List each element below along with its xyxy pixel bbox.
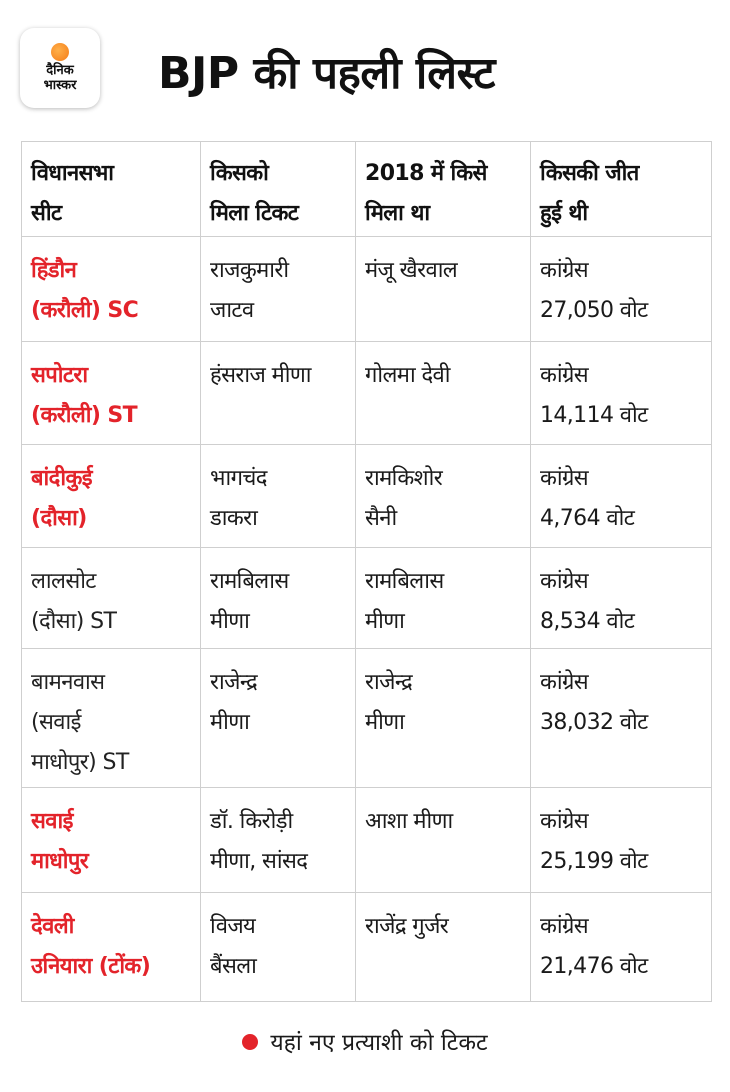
winner-cell: कांग्रेस 8,534 वोट [531, 548, 712, 649]
previous-cell: मंजू खैरवाल [356, 237, 531, 342]
red-dot-icon [242, 1034, 258, 1050]
seat-cell: बामनवास (सवाई माधोपुर) ST [22, 649, 201, 788]
header-ticket: किसको मिला टिकट [201, 142, 356, 237]
page-title: BJP की पहली लिस्ट [158, 48, 495, 99]
header-previous: 2018 में किसे मिला था [356, 142, 531, 237]
table-row [22, 237, 712, 342]
winner-cell: कांग्रेस 25,199 वोट [531, 788, 712, 893]
ticket-cell: विजय बैंसला [201, 893, 356, 1002]
seat-cell: बांदीकुई (दौसा) [22, 445, 201, 548]
table-row [22, 788, 712, 893]
seat-cell: सवाई माधोपुर [22, 788, 201, 893]
ticket-cell: राजकुमारी जाटव [201, 237, 356, 342]
previous-cell: रामकिशोर सैनी [356, 445, 531, 548]
winner-cell: कांग्रेस 21,476 वोट [531, 893, 712, 1002]
ticket-cell: डॉ. किरोड़ी मीणा, सांसद [201, 788, 356, 893]
ticket-cell: राजेन्द्र मीणा [201, 649, 356, 788]
table-row [22, 342, 712, 445]
table-row [22, 548, 712, 649]
previous-cell: राजेंद्र गुर्जर [356, 893, 531, 1002]
previous-cell: राजेन्द्र मीणा [356, 649, 531, 788]
previous-cell: रामबिलास मीणा [356, 548, 531, 649]
table-row [22, 445, 712, 548]
dainik-bhaskar-logo [20, 28, 100, 108]
seat-cell: हिंडौन (करौली) SC [22, 237, 201, 342]
header-winner: किसकी जीत हुई थी [531, 142, 712, 237]
winner-cell: कांग्रेस 38,032 वोट [531, 649, 712, 788]
logo-text-line1: दैनिक [46, 63, 74, 78]
legend-text: यहां नए प्रत्याशी को टिकट [270, 1030, 488, 1056]
seat-cell: सपोटरा (करौली) ST [22, 342, 201, 445]
winner-cell: कांग्रेस 4,764 वोट [531, 445, 712, 548]
table-row [22, 649, 712, 788]
ticket-cell: भागचंद डाकरा [201, 445, 356, 548]
previous-cell: गोलमा देवी [356, 342, 531, 445]
seat-cell: लालसोट (दौसा) ST [22, 548, 201, 649]
winner-cell: कांग्रेस 14,114 वोट [531, 342, 712, 445]
ticket-cell: हंसराज मीणा [201, 342, 356, 445]
table-header-row [22, 142, 712, 237]
ticket-cell: रामबिलास मीणा [201, 548, 356, 649]
candidate-table [21, 141, 712, 1002]
header-seat: विधानसभा सीट [22, 142, 201, 237]
previous-cell: आशा मीणा [356, 788, 531, 893]
sun-icon [51, 43, 69, 61]
winner-cell: कांग्रेस 27,050 वोट [531, 237, 712, 342]
logo-text-line2: भास्कर [43, 78, 77, 93]
legend-footnote [0, 1021, 730, 1065]
seat-cell: देवली उनियारा (टोंक) [22, 893, 201, 1002]
table-row [22, 893, 712, 1002]
